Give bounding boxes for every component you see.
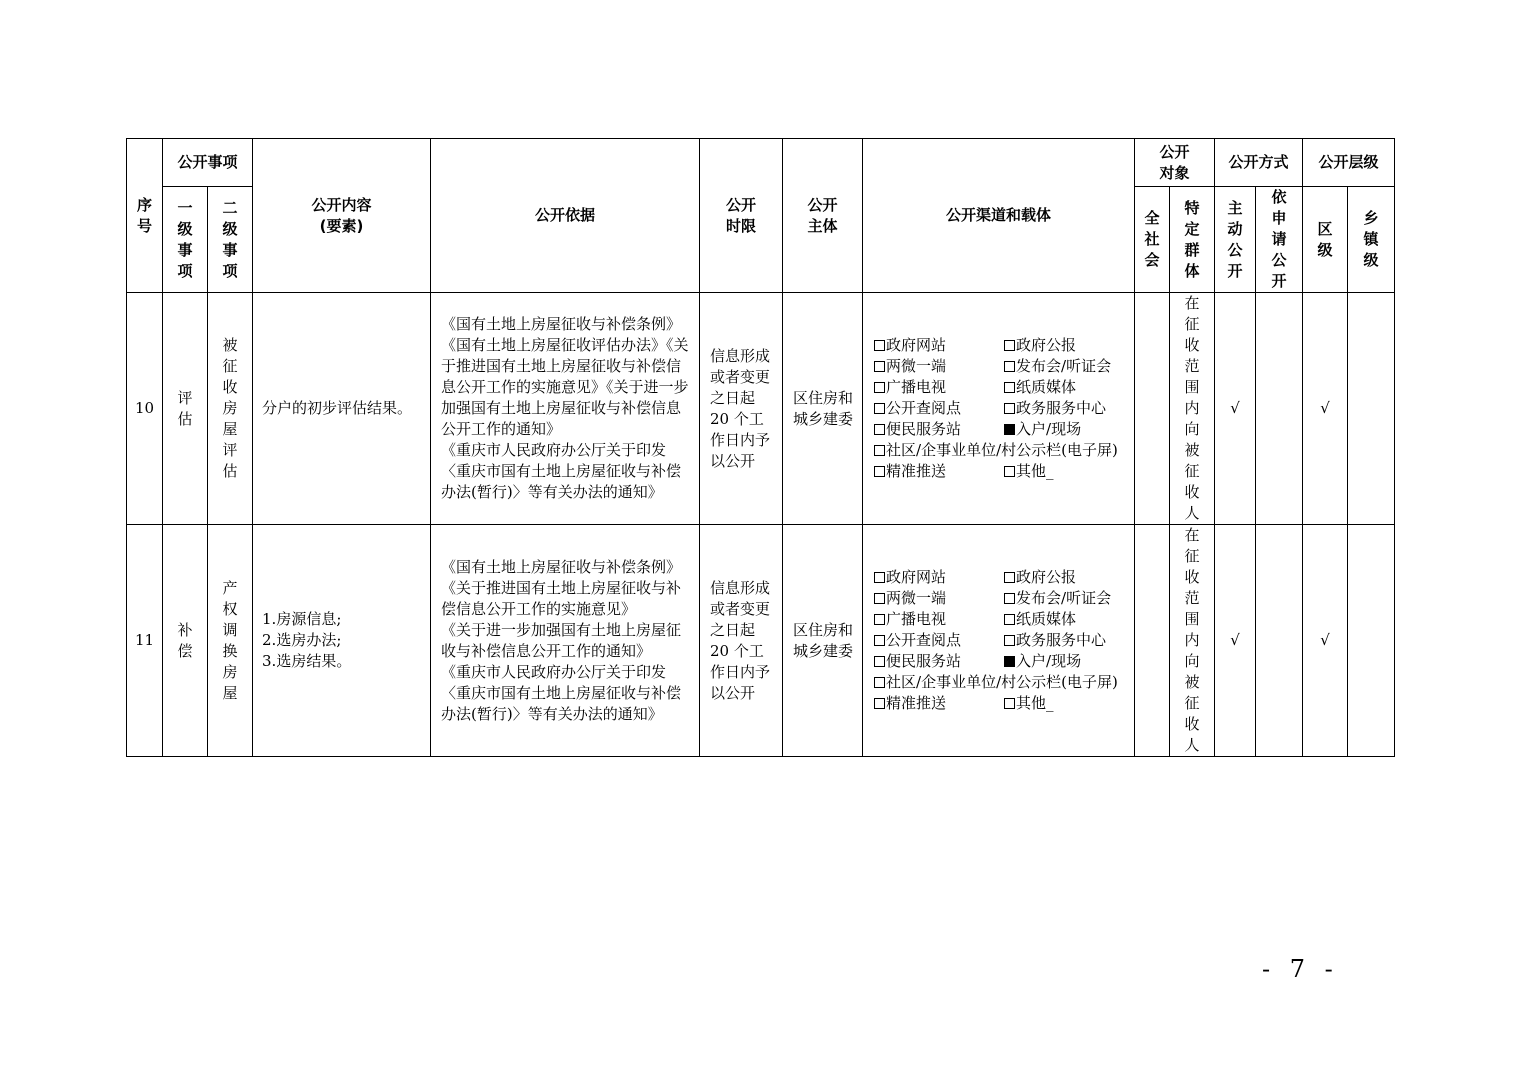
channel-option: 精准推送 — [874, 693, 1004, 714]
checkbox-empty-icon — [874, 424, 885, 435]
row-method-request — [1256, 525, 1303, 757]
row-level1: 评估 — [163, 293, 208, 525]
checkbox-empty-icon — [1004, 635, 1015, 646]
header-level: 公开层级 — [1303, 139, 1395, 187]
disclosure-table — [126, 138, 1395, 757]
checkbox-empty-icon — [1004, 698, 1015, 709]
row-level-town — [1348, 293, 1395, 525]
header-items-group: 公开事项 — [163, 139, 253, 187]
header-basis: 公开依据 — [431, 139, 700, 293]
checkbox-empty-icon — [1004, 466, 1015, 477]
channel-option: 其他_ — [1004, 693, 1054, 714]
row-target-all — [1135, 525, 1170, 757]
channel-option: 便民服务站 — [874, 651, 1004, 672]
row-channels — [863, 293, 1135, 525]
channel-option: 广播电视 — [874, 609, 1004, 630]
row-target-specific: 在征收范围内向被征收人 — [1170, 525, 1215, 757]
channel-option: 社区/企事业单位/村公示栏(电子屏) — [874, 672, 1128, 693]
row-level2: 被征收房屋评估 — [208, 293, 253, 525]
header-level-district: 区级 — [1303, 187, 1348, 293]
row-subject: 区住房和城乡建委 — [783, 293, 863, 525]
row-method-request — [1256, 293, 1303, 525]
channel-option: 发布会/听证会 — [1004, 588, 1111, 609]
checkbox-empty-icon — [874, 382, 885, 393]
header-content: 公开内容 (要素) — [253, 139, 431, 293]
channel-option: 政府网站 — [874, 567, 1004, 588]
channel-option: 公开查阅点 — [874, 398, 1004, 419]
channel-option: 社区/企事业单位/村公示栏(电子屏) — [874, 440, 1128, 461]
checkbox-empty-icon — [874, 572, 885, 583]
checkbox-empty-icon — [874, 403, 885, 414]
header-method-request: 依申请公开 — [1256, 187, 1303, 293]
row-level-district: √ — [1303, 525, 1348, 757]
row-target-all — [1135, 293, 1170, 525]
row-level-town — [1348, 525, 1395, 757]
channel-option: 公开查阅点 — [874, 630, 1004, 651]
header-target-specific: 特定群体 — [1170, 187, 1215, 293]
channel-option-checked: 入户/现场 — [1004, 651, 1081, 672]
channel-option: 广播电视 — [874, 377, 1004, 398]
checkbox-empty-icon — [874, 340, 885, 351]
row-seq: 10 — [127, 293, 163, 525]
header-channels: 公开渠道和载体 — [863, 139, 1135, 293]
table-row — [127, 525, 1395, 757]
checkbox-empty-icon — [874, 466, 885, 477]
checkbox-empty-icon — [1004, 403, 1015, 414]
checkbox-empty-icon — [1004, 593, 1015, 604]
row-target-specific: 在征收范围内向被征收人 — [1170, 293, 1215, 525]
checkbox-empty-icon — [1004, 361, 1015, 372]
page-number: - 7 - — [1262, 955, 1339, 983]
checkbox-empty-icon — [1004, 572, 1015, 583]
row-time-limit: 信息形成或者变更之日起 20 个工作日内予以公开 — [700, 293, 783, 525]
row-basis: 《国有土地上房屋征收与补偿条例》 《关于推进国有土地上房屋征收与补偿信息公开工作的实施意见》 《关于进一步加强国有土地上房屋征收与补偿信息公开工作的通知》 《重庆市人民政府办公厅关于印发〈重庆市国有土地上房屋征收与补偿办法(暂行)〉等有关办法的通知》 — [431, 525, 700, 757]
channel-option: 政府网站 — [874, 335, 1004, 356]
checkbox-empty-icon — [1004, 614, 1015, 625]
channel-option: 其他_ — [1004, 461, 1054, 482]
channel-option: 政府公报 — [1004, 335, 1076, 356]
header-target: 公开 对象 — [1135, 139, 1215, 187]
row-seq: 11 — [127, 525, 163, 757]
header-seq: 序号 — [127, 139, 163, 293]
checkbox-empty-icon — [874, 677, 885, 688]
channel-option: 发布会/听证会 — [1004, 356, 1111, 377]
channel-option: 精准推送 — [874, 461, 1004, 482]
checkbox-filled-icon — [1004, 424, 1015, 435]
checkbox-empty-icon — [874, 593, 885, 604]
row-subject: 区住房和城乡建委 — [783, 525, 863, 757]
checkbox-empty-icon — [874, 614, 885, 625]
header-level-town: 乡镇级 — [1348, 187, 1395, 293]
channel-option: 政务服务中心 — [1004, 630, 1106, 651]
checkbox-empty-icon — [874, 635, 885, 646]
row-time-limit: 信息形成或者变更之日起 20 个工作日内予以公开 — [700, 525, 783, 757]
row-level-district: √ — [1303, 293, 1348, 525]
header-level2: 二级事项 — [208, 187, 253, 293]
header-method: 公开方式 — [1215, 139, 1303, 187]
header-level1: 一级事项 — [163, 187, 208, 293]
row-channels — [863, 525, 1135, 757]
checkbox-filled-icon — [1004, 656, 1015, 667]
checkbox-empty-icon — [874, 361, 885, 372]
header-time-limit: 公开 时限 — [700, 139, 783, 293]
row-content: 1.房源信息; 2.选房办法; 3.选房结果。 — [253, 525, 431, 757]
header-subject: 公开 主体 — [783, 139, 863, 293]
checkbox-empty-icon — [1004, 382, 1015, 393]
channel-option: 政务服务中心 — [1004, 398, 1106, 419]
channel-option: 纸质媒体 — [1004, 609, 1076, 630]
header-target-all: 全社会 — [1135, 187, 1170, 293]
channel-option: 便民服务站 — [874, 419, 1004, 440]
row-method-active: √ — [1215, 293, 1256, 525]
checkbox-empty-icon — [874, 656, 885, 667]
row-level1: 补偿 — [163, 525, 208, 757]
row-basis: 《国有土地上房屋征收与补偿条例》《国有土地上房屋征收评估办法》《关于推进国有土地上房屋征收与补偿信息公开工作的实施意见》《关于进一步加强国有土地上房屋征收与补偿信息公开工作的通知》 《重庆市人民政府办公厅关于印发〈重庆市国有土地上房屋征收与补偿办法(暂行)〉等有关办法的通知》 — [431, 293, 700, 525]
row-content: 分户的初步评估结果。 — [253, 293, 431, 525]
channel-option: 两微一端 — [874, 356, 1004, 377]
table-row — [127, 293, 1395, 525]
row-level2: 产权调换房屋 — [208, 525, 253, 757]
channel-option: 两微一端 — [874, 588, 1004, 609]
row-method-active: √ — [1215, 525, 1256, 757]
checkbox-empty-icon — [1004, 340, 1015, 351]
checkbox-empty-icon — [874, 445, 885, 456]
channel-option: 纸质媒体 — [1004, 377, 1076, 398]
checkbox-empty-icon — [874, 698, 885, 709]
channel-option: 政府公报 — [1004, 567, 1076, 588]
header-method-active: 主动公开 — [1215, 187, 1256, 293]
channel-option-checked: 入户/现场 — [1004, 419, 1081, 440]
